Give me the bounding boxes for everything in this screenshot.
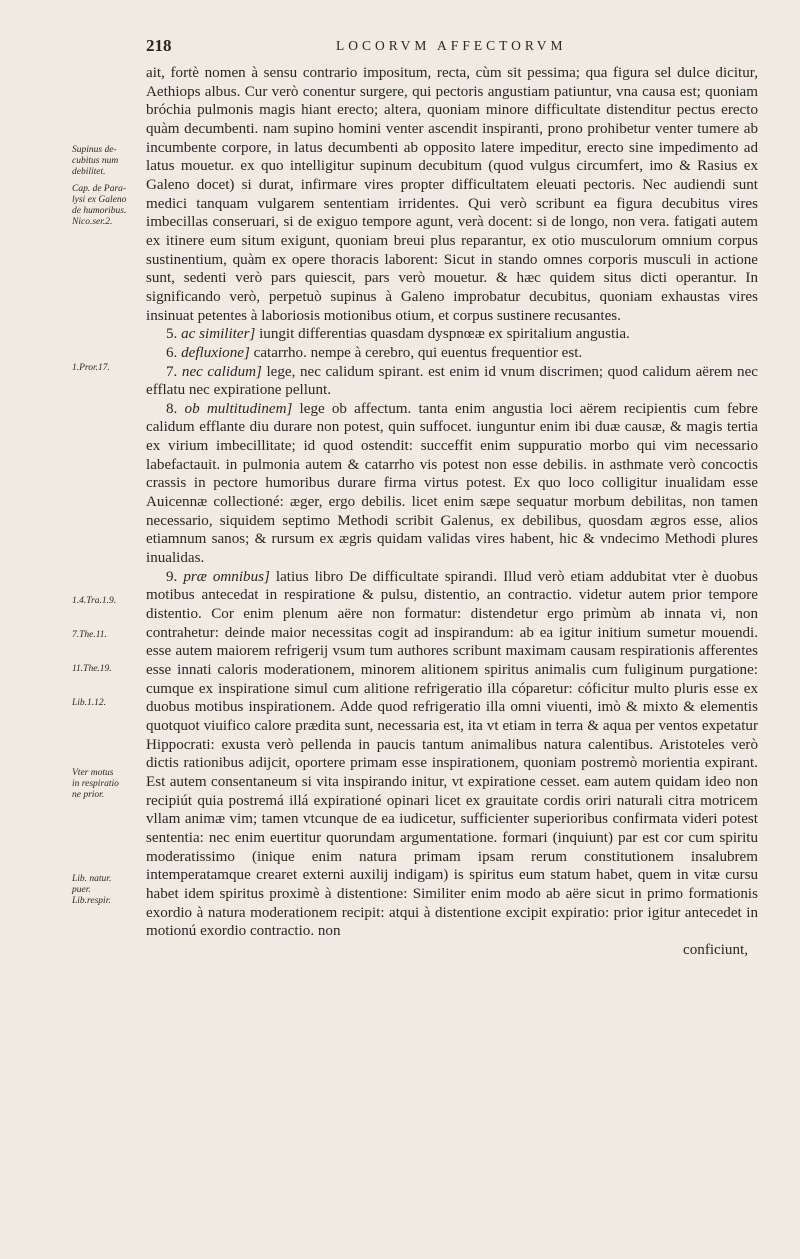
margin-note: 11.The.19. [72,664,112,674]
paragraph-number: 5. [166,326,178,343]
paragraph-number: 7. [166,363,178,380]
paragraph [146,325,758,344]
lemma: defluxione] [181,344,250,361]
paragraph-number: 8. [166,400,178,417]
paragraph [146,64,758,325]
margin-note: 1.4.Tra.1.9. [72,596,117,606]
margin-note: 1.Pror.17. [72,363,110,373]
paragraph-text: catarrho. nempe à cerebro, qui euentus frequentior est. [249,344,583,361]
paragraph [146,363,758,400]
paragraph-number: 9. [166,568,178,585]
running-title: LOCORVM AFFECTORVM [336,38,567,53]
paragraph-text: iungit differentias quasdam dyspnœæ ex spiritalium angustia. [255,326,630,343]
margin-note: Supinus de- cubitus num debilitet. [72,145,119,177]
margin-note: Vter motus in respiratio ne prior. [72,768,119,800]
lemma: ob multitudinem] [184,400,293,417]
page-header [146,36,758,58]
catchword: conficiunt, [683,941,748,958]
margin-note: 7.The.11. [72,630,107,640]
paragraph-text: lege ob affectum. tanta enim angustia loci aërem recipientis cum febre calidum efflante diu durare non potest, quin suffocet. iunguntur enim ibi duæ causæ, & magis tertia ex virium imbecillitate; id quod ostendit: succeffit enim suppuratio morbo qui vim necessario labefactauit. in pulmonia autem & catarrho vis potest non esse debilis. in asthmate verò concoctis crassis in pectore humoribus durare firma virtus potest. Ex quo loco colligitur inualidam esse Auicennæ collectioné: æger, ergo debilis. licet enim sæpe sequatur morbum debilitas, non tamen necessario, siquidem septimo Methodi scribit Galenus, ex debilibus, quosdam ægros esse, alios etiamnum sanos; & rursum ex ægris quidam validas vires habent, hic & vndecimo Methodi plures inualidas. [146,400,758,567]
main-text [146,64,758,960]
paragraph [146,400,758,568]
margin-note: Cap. de Para- lysi ex Galeno de humoribus. Nico.ser.2. [72,184,127,227]
page-number: 218 [146,36,172,55]
margin-note: Lib. natur. puer. Lib.respir. [72,874,112,906]
margin-note: Lib.1.12. [72,698,107,708]
lemma: ac similiter] [181,326,256,343]
paragraph [146,344,758,363]
paragraph-text: latius libro De difficultate spirandi. Illud verò etiam addubitat vter è duobus motibus antecedat in respiratione & pulsu, distentio, an contractio. videtur autem prior tempore distentio. Cor enim plenum aëre non formatur: distendetur ergo primùm ab innata vi, non contrahetur: deinde maior necessitas cogit ad inspirandum: ab ea igitur initium sumetur mouendi. esse autem maiorem refrigerij vsum tum authores scribunt maximam causam respirationis afferentes esse innati caloris moderationem, minorem alitionem spiritus animalis cum fuliginum purgatione: cumque ex inspiratione simul cum alitione refrigeratio illa cóparetur: cóficitur multo pluris esse ex duobus motibus inspirationem. Adde quod refrigeratio illa omni viuenti, imò & mixto & elementis quotquot viuifico calore prædita sunt, necessaria est, ita vt etiam in terra & aqua per ventos expetatur Hippocrati: exusta verò pellenda in paucis tantum animalibus natura calentibus. Aristoteles verò dictis rationibus adijcit, oportere primam esse inspirationem, quoniam postremò morientia expirant. Est autem consentaneum si vita inspirando initur, vt expiratione cesset. eam autem quidam ideo non recipiút quia postremá illá expirationé opinari licet ex grauitate cordis oriri naturali citra motricem vllam animæ vim; tamen vtcunque de ea iudicetur, sufficienter superioribus confirmata videri potest sententia: nec enim euertitur quorundam argumentatione. formari (inquiunt) par est cor cum spiritu moderatissimo (inique enim natura primam ipsam rerum constitutionem insalubrem intemperatamque crearet externi auxilij indigam) is spiritus eum statum habet, quem in vitæ cursu habet idem spiritus proximè à distentione: Similiter enim modo ab aëre sicut in primo formationis exordio à natura moderationem recipit: atqui à distentione excipit expiratio: prior igitur antecedet in motionú exordio contractio. non [146,568,758,940]
lemma: nec calidum] [181,363,262,380]
paragraph-number: 6. [166,344,178,361]
paragraph [146,568,758,941]
paragraph-text: ait, fortè nomen à sensu contrario impositum, recta, cùm sit pessima; qua figura sel dulce dicitur, Aethiops albus. Cur verò conentur surgere, qui pectoris angustiam patiuntur, vna causa est; quoniam bróchia pulmonis magis hiant erecto; altera, quoniam minore difficultate distenditur pectus erecto quàm decumbenti. nam supino homini venter ascendit inspiranti, prono prohibetur venter tumere ab incumbente corpore, in latus decumbenti ab opposito latere impeditur, erecto sine impedimento ad latus mouetur. ex quo intelligitur supinum decubitum (quod vulgus circumfert, imo & Rasius ex Galeno docet) si durat, infirmare vires propter difficultatem eleuati pectoris. Nec audiendi sunt medici tanquam vulgarem sententiam irridentes. Qui verò scribunt ea figura decubitus vires imbecillas conseruari, si de exiguo tempore agunt, verà docent: si de longo, non vera. fatigati autem ex itinere eum situm exigunt, quoniam breui plus reparantur, ex otio musculorum omnium corpus sustinentium, quàm ex opere thoracis laborent: Sicut in stando omnes corporis musculi in actione sunt, sedenti verò pars quiescit, pars verò mouetur. & hæc quidem situs dicti operantur. In significando verò, perpetuò supinus à Galeno improbatur decubitus, quoniam exhaustas vires insinuat petentes à laboriosis motionibus otium, et corpus sustinere recusantes. [146,65,758,324]
lemma: præ omnibus] [183,568,270,585]
paragraph-text: lege, nec calidum spirant. est enim id vnum discrimen; quod calidum aërem nec efflatu nec expiratione pellunt. [146,363,758,399]
